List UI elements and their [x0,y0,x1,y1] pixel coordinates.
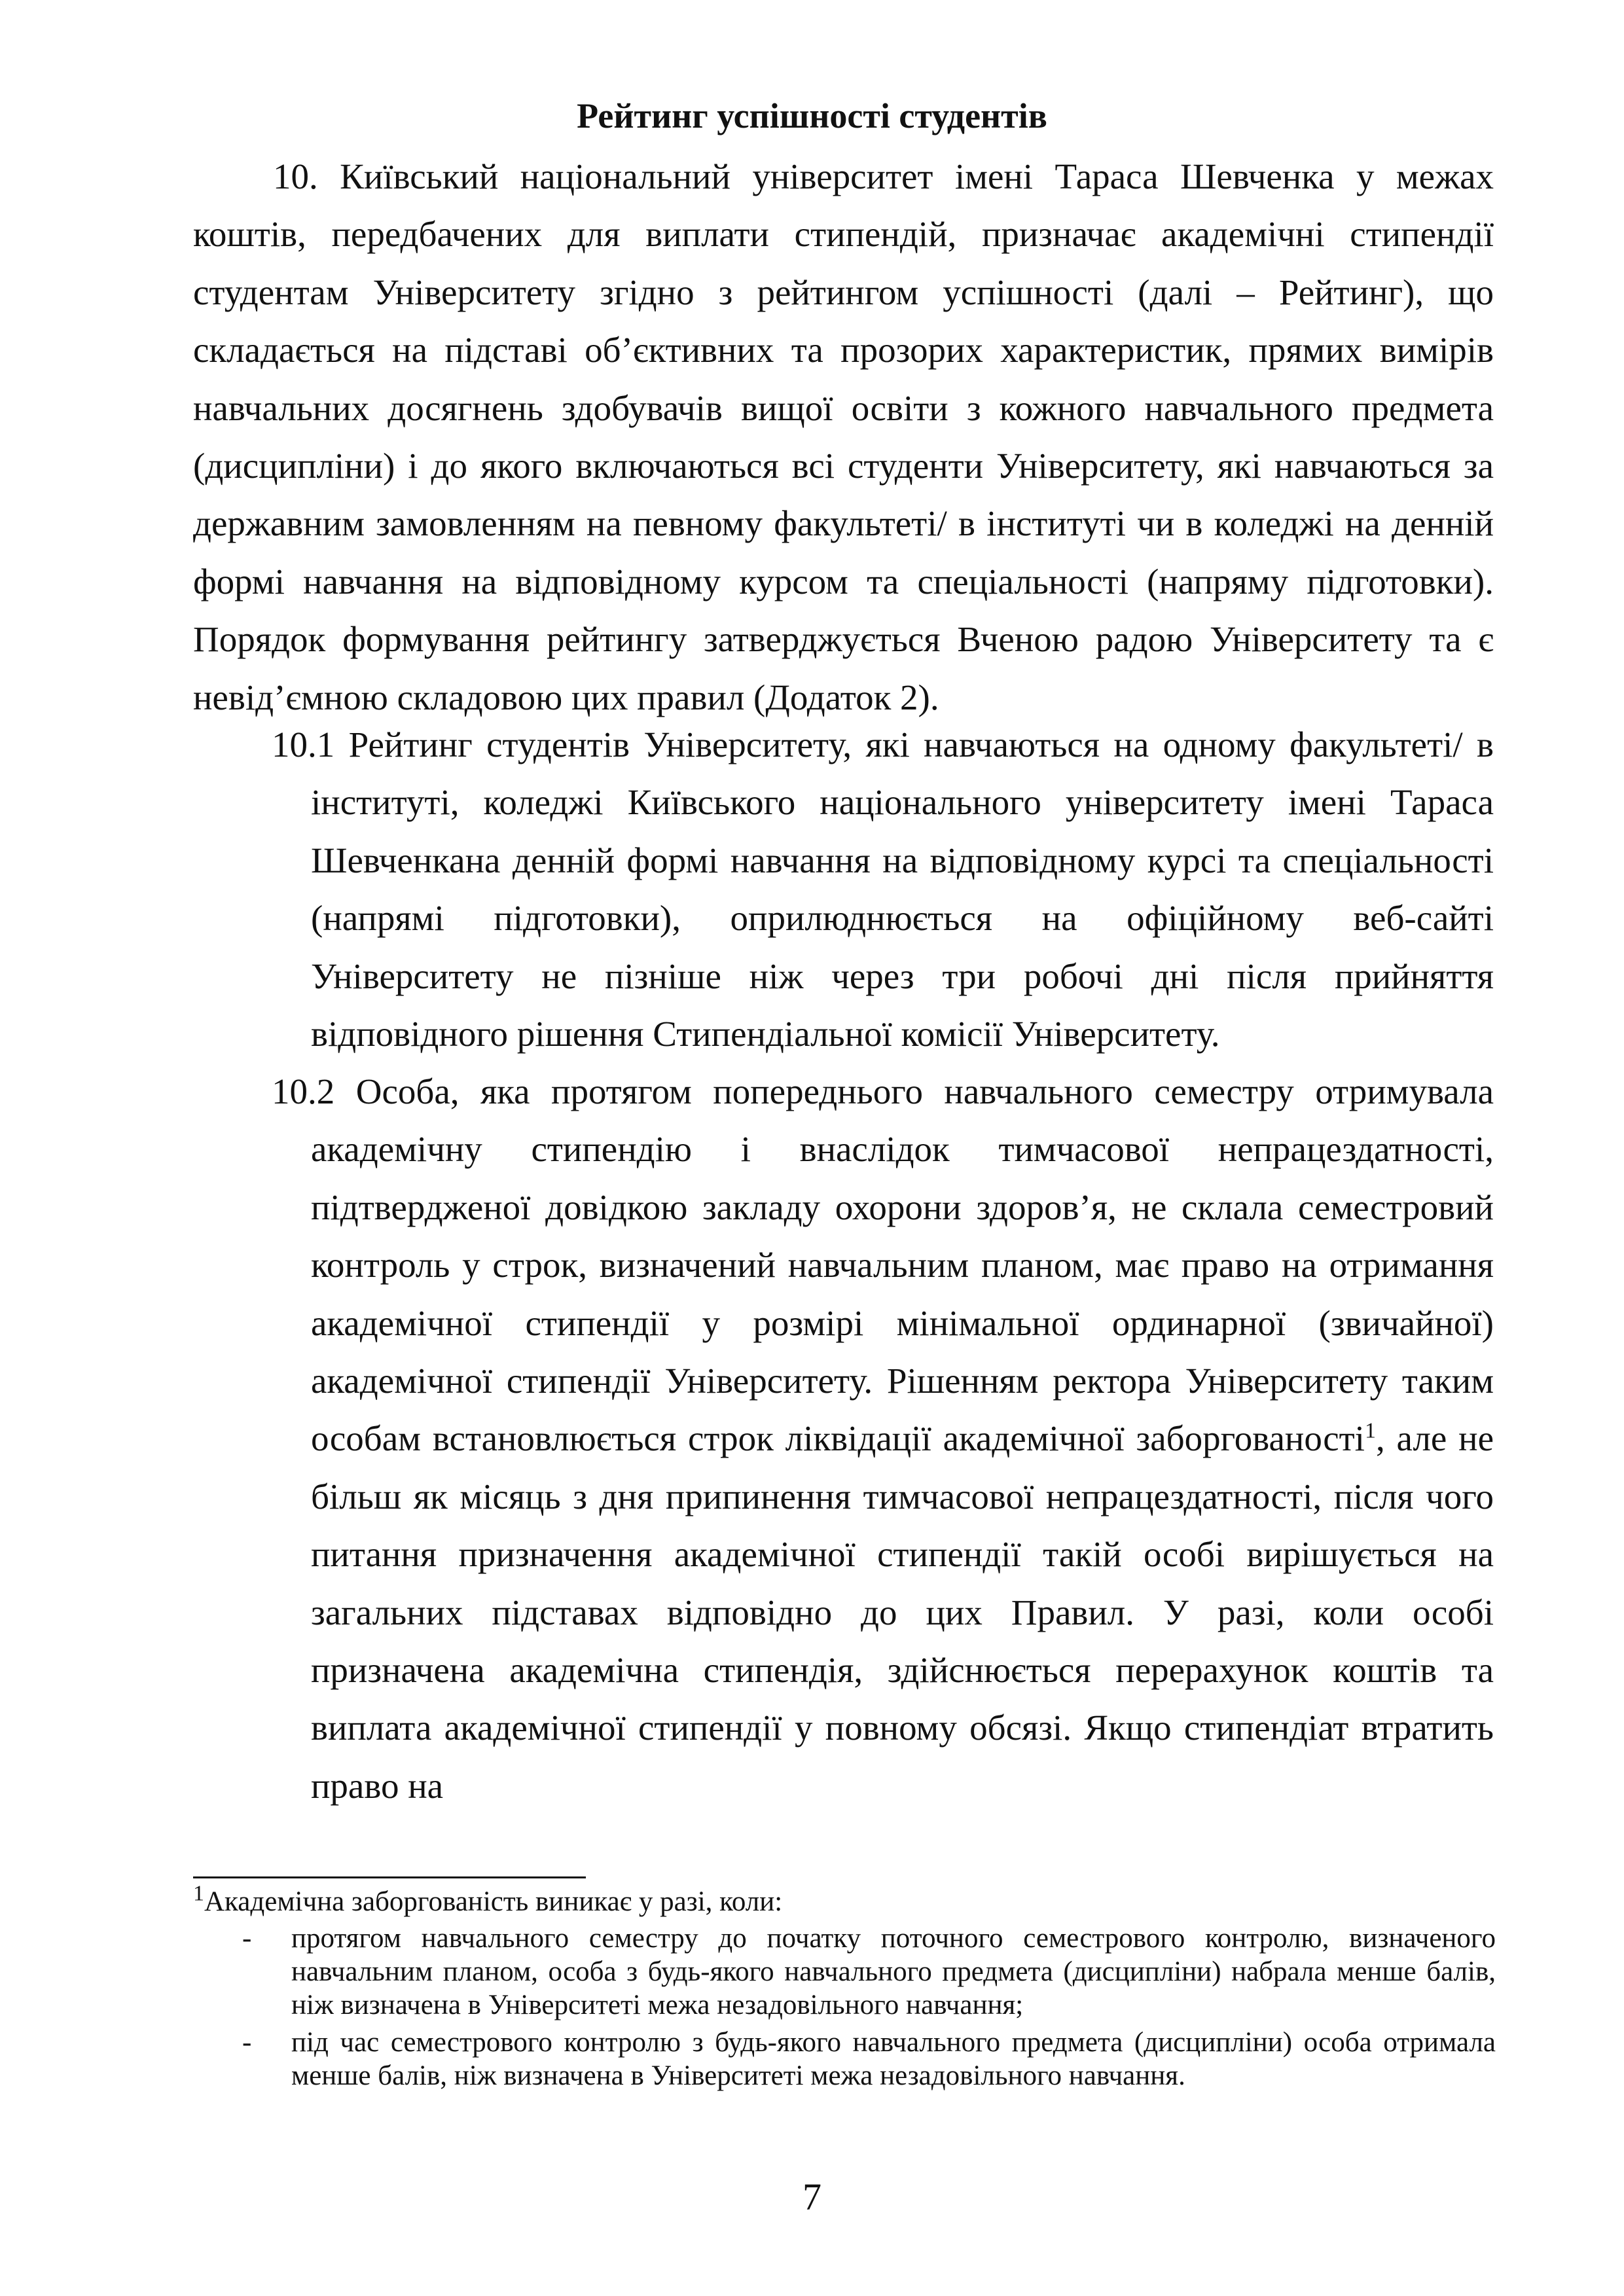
footnote-list-item [193,1922,1496,2022]
footnote-mark: 1 [193,1881,204,1906]
footnote-item-text: під час семестрового контролю з будь-якого навчального предмета (дисципліни) особа отримала менше балів, ніж визначена в Університеті межа незадовільного навчання. [291,2027,1496,2091]
paragraph-10-2-part1: 10.2 Особа, яка протягом попереднього навчального семестру отримувала академічну стипендію і внаслідок тимчасової непрацездатності, підтвердженої довідкою закладу охорони здоров’я, не склала семестровий контроль у строк, визначений навчальним планом, має право на отримання академічної стипендії у розмірі мінімальної ординарної (звичайної) академічної стипендії Університету. Рішенням ректора Університету таким особам встановлюється строк ліквідації академічної заборгованості [272,1071,1494,1459]
footnote-text [193,1881,1496,1918]
list-dash: - [242,2027,252,2058]
footnote-intro: Академічна заборгованість виникає у разі, коли: [204,1886,783,1917]
footnote-list [193,1922,1496,2096]
paragraph-10: 10. Київський національний університет імені Тараса Шевченка у межах коштів, передбачених для виплати стипендій, призначає академічні стипендії студентам Університету згідно з рейтингом успішності (далі – Рейтинг), що складається на підставі об’єктивних та прозорих характеристик, прямих вимірів навчальних досягнень здобувачів вищої освіти з кожного навчального предмета (дисципліни) і до якого включаються всі студенти Університету, які навчаються за державним замовленням на певному факультеті/ в інституті чи в коледжі на денній формі навчання на відповідному курсом та спеціальності (напряму підготовки). Порядок формування рейтингу затверджується Вченою радою Університету та є невід’ємною складовою цих правил (Додаток 2). [193,156,1494,717]
list-dash: - [242,1923,252,1954]
paragraph-10-2-part2: , але не більш як місяць з дня припинення тимчасової непрацездатності, після чого питання призначення академічної стипендії такій особі вирішується на загальних підставах відповідно до цих Правил. У разі, коли особі призначена академічна стипендія, здійснюється перерахунок коштів та виплата академічної стипендії у повному обсязі. Якщо стипендіат втратить право на [311,1418,1494,1806]
section-heading: Рейтинг успішності студентів [577,96,1047,135]
paragraph-10-1: 10.1 Рейтинг студентів Університету, які навчаються на одному факультеті/ в інституті, коледжі Київського національного університету імені Тараса Шевченкана денній формі навчання на відповідному курсі та спеціальності (напрямі підготовки), оприлюднюється на офіційному веб-сайті Університету не пізніше ніж через три робочі дні після прийняття відповідного рішення Стипендіальної комісії Університету. [272,725,1494,1054]
footnote-item-text: протягом навчального семестру до початку поточного семестрового контролю, визначеного навчальним планом, особа з будь-якого навчального предмета (дисципліни) набрала менше балів, ніж визначена в Університеті межа незадовільного навчання; [291,1923,1496,2020]
footnote-reference[interactable]: 1 [1364,1419,1376,1444]
paragraph-10-2 [272,1063,1494,1815]
page-number: 7 [803,2176,821,2218]
footnote-list-item [193,2026,1496,2092]
footnote-separator [193,1876,586,1878]
